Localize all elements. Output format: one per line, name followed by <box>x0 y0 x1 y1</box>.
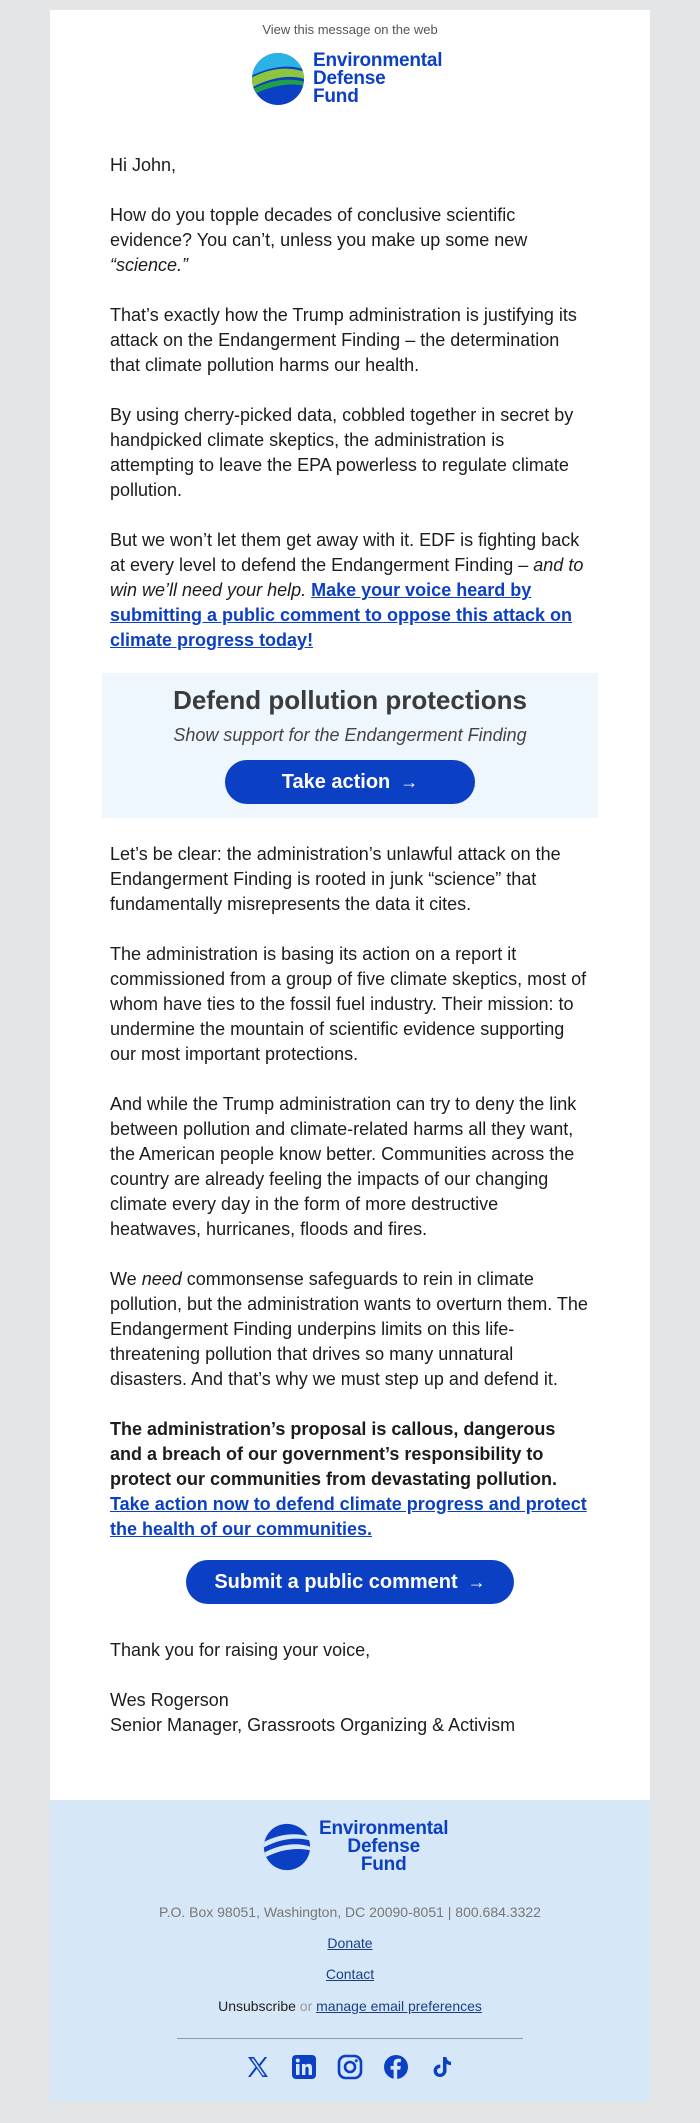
view-on-web-link[interactable]: View this message on the web <box>262 22 438 37</box>
linkedin-icon[interactable] <box>291 2054 317 2080</box>
intro-body <box>110 153 590 678</box>
footer <box>50 1800 650 2102</box>
edf-logo-mark-icon <box>251 52 305 106</box>
wordmark-line-2: Defense <box>313 68 386 89</box>
take-action-button[interactable] <box>225 760 475 804</box>
wordmark-line-3: Fund <box>313 86 359 107</box>
signer-name: Wes Rogerson <box>110 1690 229 1710</box>
wordmark-line-1: Environmental <box>319 1818 449 1839</box>
action-callout <box>102 673 598 818</box>
donate-row <box>50 1935 650 1951</box>
or-text: or <box>299 1998 313 2014</box>
arrow-right-icon: → <box>467 1571 486 1592</box>
manage-preferences-link[interactable]: manage email preferences <box>316 1998 482 2014</box>
postal-address: P.O. Box 98051, Washington, DC 20090-8051 | 800.684.3322 <box>159 1904 541 1920</box>
contact-link[interactable]: Contact <box>325 1966 375 1982</box>
take-action-now-link[interactable]: Take action now to defend climate progress and protect the health of our communities. <box>110 1494 587 1539</box>
main-body <box>110 842 590 1567</box>
arrow-right-icon: → <box>400 771 419 792</box>
paragraph-3: By using cherry-picked data, cobbled together in secret by handpicked climate skeptics, the administration is attempting to leave the EPA powerless to regulate climate pollution. <box>110 405 574 500</box>
greeting: Hi John, <box>110 155 177 175</box>
paragraph-4 <box>110 528 590 653</box>
signer-title: Senior Manager, Grassroots Organizing & Activism <box>110 1715 516 1735</box>
paragraph-6: The administration is basing its action on a report it commissioned from a group of five climate skeptics, most of whom have ties to the fossil fuel industry. Their mission: to undermine the mountain of scientific evidence supporting our most important protections. <box>110 944 587 1064</box>
paragraph-8 <box>110 1267 590 1392</box>
p8-emphasis: need <box>141 1269 182 1289</box>
edf-logo[interactable] <box>251 52 442 106</box>
contact-row <box>50 1966 650 1982</box>
instagram-icon[interactable] <box>337 2054 363 2080</box>
paragraph-1 <box>110 203 590 278</box>
submit-comment-button[interactable] <box>186 1560 514 1604</box>
social-links <box>50 2054 650 2080</box>
p4-emphasis: and to win we’ll need your help. <box>110 555 584 600</box>
take-action-label: Take action <box>281 770 391 793</box>
callout-title: Defend pollution protections <box>173 685 527 715</box>
wordmark-line-1: Environmental <box>313 50 443 71</box>
p1-text: How do you topple decades of conclusive scientific evidence? You can’t, unless you make up some new <box>110 205 528 250</box>
callout-subtitle: Show support for the Endangerment Finding <box>173 725 527 745</box>
email-card <box>50 10 650 2102</box>
paragraph-9 <box>110 1417 590 1542</box>
p8-text-a: We <box>110 1269 142 1289</box>
sign-off <box>110 1638 590 1738</box>
paragraph-5: Let’s be clear: the administration’s unlawful attack on the Endangerment Finding is rooted in junk “science” that fundamentally misrepresents the data it cites. <box>110 844 561 914</box>
p8-text-b: commonsense safeguards to rein in climate pollution, but the administration wants to overturn them. The Endangerment Finding underpins limits on this life-threatening pollution that drives so many unnatural disasters. And that’s why we must step up and defend it. <box>110 1269 588 1389</box>
footer-edf-logo[interactable] <box>263 1820 448 1874</box>
edf-logo-mark-icon <box>263 1823 311 1871</box>
p9-bold-text: The administration’s proposal is callous, dangerous and a breach of our government’s responsibility to protect our communities from devastating pollution. <box>110 1419 558 1489</box>
tiktok-icon[interactable] <box>429 2054 455 2080</box>
footer-divider <box>177 2038 523 2039</box>
make-your-voice-heard-link[interactable]: Make your voice heard by submitting a public comment to oppose this attack on climate progress today! <box>110 580 573 650</box>
donate-link[interactable]: Donate <box>327 1935 373 1951</box>
p4-text: But we won’t let them get away with it. EDF is fighting back at every level to defend the Endangerment Finding – <box>110 530 580 575</box>
wordmark-line-3: Fund <box>360 1854 407 1875</box>
wordmark-line-2: Defense <box>347 1836 420 1857</box>
x-twitter-icon[interactable] <box>245 2054 271 2080</box>
unsubscribe-row <box>50 1998 650 2014</box>
paragraph-7: And while the Trump administration can try to deny the link between pollution and climate-related harms all they want, the American people know better. Communities across the country are already feeling the impacts of our changing climate every day in the form of more destructive heatwaves, hurricanes, floods and fires. <box>110 1094 577 1239</box>
paragraph-2: That’s exactly how the Trump administration is justifying its attack on the Endangerment Finding – the determination that climate pollution harms our health. <box>110 305 577 375</box>
edf-wordmark <box>313 52 442 106</box>
unsubscribe-text[interactable]: Unsubscribe <box>218 1998 296 2014</box>
footer-wordmark <box>319 1820 448 1874</box>
submit-comment-label: Submit a public comment <box>214 1570 458 1593</box>
submit-wrap <box>50 1560 650 1604</box>
p1-emphasis: “science.” <box>110 255 189 275</box>
facebook-icon[interactable] <box>383 2054 409 2080</box>
thanks-line: Thank you for raising your voice, <box>110 1640 371 1660</box>
